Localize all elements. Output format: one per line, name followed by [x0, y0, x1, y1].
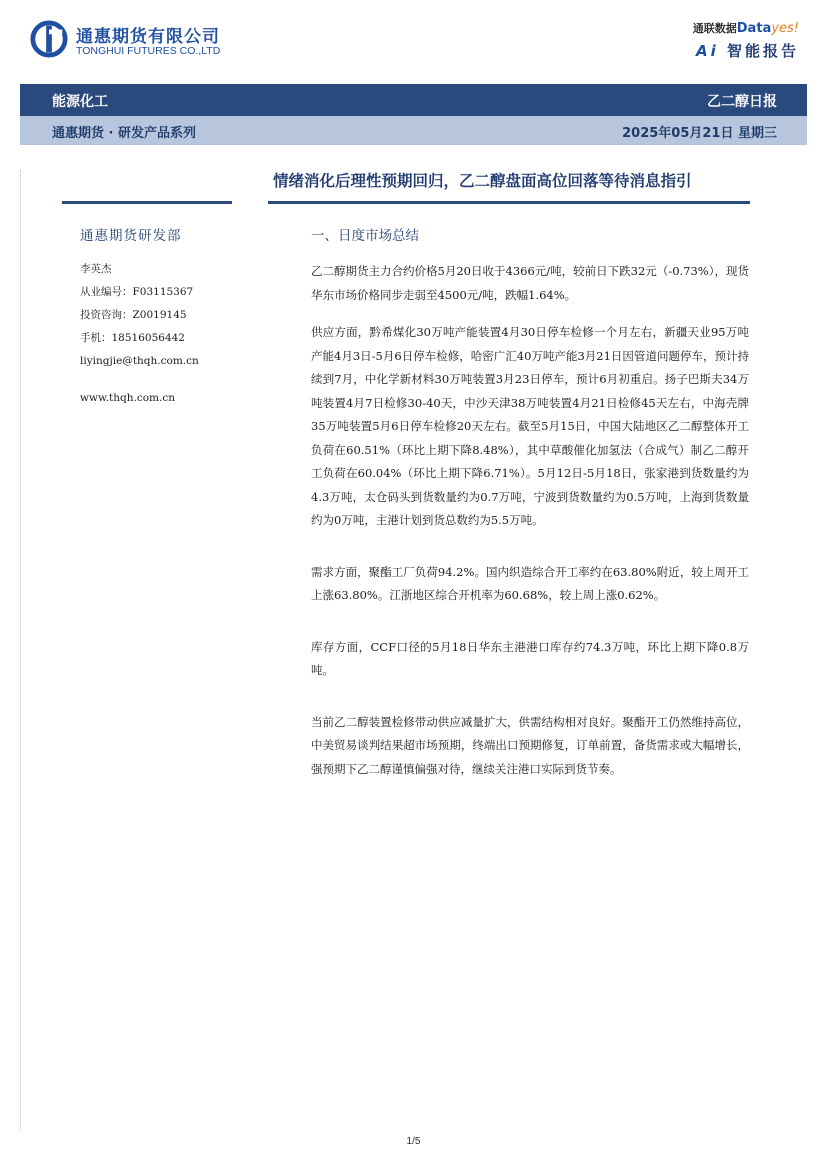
datayes-data: Data — [736, 21, 772, 36]
series-bar — [20, 116, 807, 145]
author-name: 李英杰 — [80, 263, 112, 275]
phone-number: 手机：18516056442 — [80, 332, 185, 344]
title-divider — [268, 201, 750, 204]
category-bar — [20, 84, 807, 116]
series-label: 通惠期货 · 研发产品系列 — [52, 126, 196, 141]
sidebar-divider — [62, 201, 232, 204]
email-link[interactable]: liyingjie@thqh.com.cn — [80, 355, 199, 367]
datayes-prefix: 通联数据 — [692, 22, 737, 35]
company-name-cn: 通惠期货有限公司 — [76, 27, 220, 47]
report-title: 情绪消化后理性预期回归，乙二醇盘面高位回落等待消息指引 — [273, 172, 692, 190]
paragraph-price: 乙二醇期货主力合约价格5月20日收于4366元/吨，较前日下跌32元（-0.73%），现货华东市场价格同步走弱至4500元/吨，跌幅1.64%。 — [311, 264, 749, 302]
tonghui-logo-icon — [30, 20, 68, 58]
main-content — [311, 224, 749, 781]
department-name: 通惠期货研发部 — [80, 228, 182, 244]
advisory-number: 投资咨询：Z0019145 — [80, 309, 187, 321]
paragraph-demand: 需求方面，聚酯工厂负荷94.2%。国内织造综合开工率约在63.80%附近，较上周开工上涨63.80%。江浙地区综合开机率为60.68%，较上周上涨0.62%。 — [311, 564, 749, 602]
page-number: 1/5 — [406, 1136, 421, 1147]
category-label: 能源化工 — [52, 94, 108, 110]
company-logo — [30, 18, 230, 62]
author-sidebar — [80, 224, 250, 410]
report-date: 2025年05月21日 星期三 — [622, 126, 777, 141]
paragraph-inventory: 库存方面，CCF口径的5月18日华东主港港口库存约74.3万吨，环比上期下降0.8万吨。 — [311, 639, 749, 677]
datayes-badge — [693, 20, 799, 61]
report-type-label: 乙二醇日报 — [707, 94, 777, 110]
license-number: 从业编号：F03115367 — [80, 286, 194, 298]
datayes-yes: yes! — [771, 21, 799, 36]
ai-report-label: 智能报告 — [726, 42, 799, 60]
ai-label: Ai — [695, 42, 719, 60]
paragraph-outlook: 当前乙二醇装置检修带动供应减量扩大，供需结构相对良好。聚酯开工仍然维持高位，中美贸易谈判结果超市场预期，终端出口预期修复，订单前置，备货需求或大幅增长，强预期下乙二醇谨慎偏强对待，继续关注港口实际到货节奏。 — [311, 714, 749, 776]
website-link[interactable]: www.thqh.com.cn — [80, 392, 175, 404]
paragraph-supply: 供应方面，黔希煤化30万吨产能装置4月30日停车检修一个月左右，新疆天业95万吨产能4月3日-5月6日停车检修，哈密广汇40万吨产能3月21日因管道问题停车，预计持续到7月，中化学新材料30万吨装置3月23日停车，预计6月初重启。扬子巴斯夫34万吨装置4月7日检修30-40天，中沙天津38万吨装置4月21日检修45天左右，中海壳牌35万吨装置5月6日停车检修20天左右。截至5月15日，中国大陆地区乙二醇整体开工负荷在60.51%（环比上期下降8.48%），其中草酸催化加氢法（合成气）制乙二醇开工负荷在60.04%（环比上期下降6.71%）。5月12日-5月18日，张家港到货数量约为4.3万吨，太仓码头到货数量约为0.7万吨，宁波到货数量约为0.5万吨，上海到货数量约为0万吨，主港计划到货总数约为5.5万吨。 — [311, 325, 749, 527]
margin-dotted-line — [20, 170, 22, 1130]
company-name-en: TONGHUI FUTURES CO.,LTD — [76, 45, 221, 57]
section-heading: 一、日度市场总结 — [311, 228, 419, 244]
